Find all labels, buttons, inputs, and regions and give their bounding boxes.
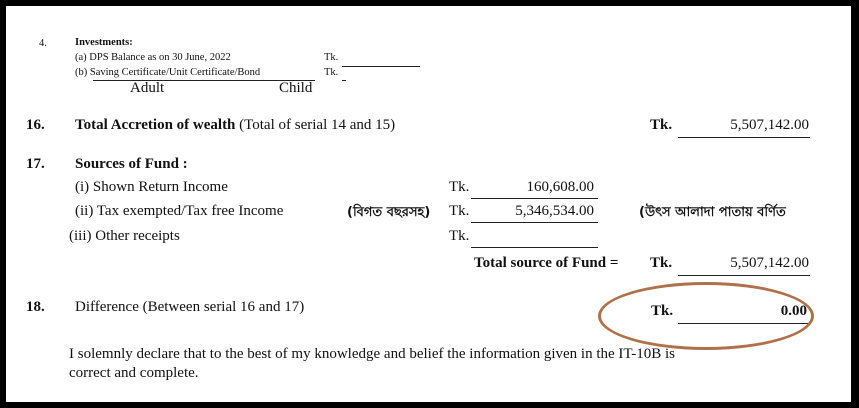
- fund-item-value: 5,346,534.00: [515, 203, 594, 219]
- declaration-line-2: correct and complete.: [69, 365, 199, 381]
- saving-label: (b) Saving Certificate/Unit Certificate/Bond: [75, 67, 261, 78]
- serial16-row: [75, 117, 395, 134]
- total-source-line: [678, 275, 810, 276]
- serial18-tk: Tk.: [651, 303, 674, 319]
- total-source-value: 5,507,142.00: [730, 255, 809, 271]
- declaration-line-1: I solemnly declare that to the best of my knowledge and belief the information given in the IT-10B is: [69, 346, 675, 362]
- serial16-tk: Tk.: [650, 117, 673, 133]
- fund-item-label: (iii) Other receipts: [69, 228, 180, 244]
- serial16-line: [678, 137, 810, 138]
- investments-number: 4.: [39, 38, 47, 49]
- document-page: [6, 6, 851, 402]
- fund-item-tk: Tk.: [449, 228, 470, 244]
- investments-title: Investments:: [75, 37, 133, 48]
- adult-label: Adult: [130, 80, 165, 96]
- serial18-number: 18.: [26, 299, 45, 315]
- serial16-number: 16.: [26, 117, 45, 133]
- fund-item-tk: Tk.: [449, 179, 470, 195]
- serial17-title: Sources of Fund :: [75, 156, 188, 172]
- fund-item-note: (বিগত বছরসহ): [347, 205, 431, 220]
- saving-tk: Tk.: [324, 67, 339, 78]
- saving-line: [342, 80, 346, 81]
- fund-item-line: [471, 247, 598, 248]
- serial17-number: 17.: [26, 156, 45, 172]
- highlight-oval: [598, 282, 814, 350]
- serial16-title: Total Accretion of wealth: [75, 117, 236, 133]
- fund-item-tk: Tk.: [449, 203, 470, 219]
- child-label: Child: [279, 80, 313, 96]
- total-source-label: Total source of Fund =: [474, 255, 619, 271]
- dps-tk: Tk.: [324, 52, 339, 63]
- fund-item-line: [471, 198, 598, 199]
- serial18-value: 0.00: [780, 303, 807, 319]
- fund-item-value: 160,608.00: [526, 179, 594, 195]
- serial16-note: (Total of serial 14 and 15): [239, 117, 396, 133]
- fund-item-label: (i) Shown Return Income: [75, 179, 228, 195]
- serial18-title: Difference (Between serial 16 and 17): [75, 299, 305, 315]
- total-source-tk: Tk.: [650, 255, 673, 271]
- serial16-value: 5,507,142.00: [730, 117, 809, 133]
- fund-item-line: [471, 222, 598, 223]
- dps-line: [342, 66, 420, 67]
- fund-item-label: (ii) Tax exempted/Tax free Income: [75, 203, 284, 219]
- fund-item-side-note: (উৎস আলাদা পাতায় বর্ণিত: [639, 205, 786, 220]
- dps-label: (a) DPS Balance as on 30 June, 2022: [75, 52, 231, 63]
